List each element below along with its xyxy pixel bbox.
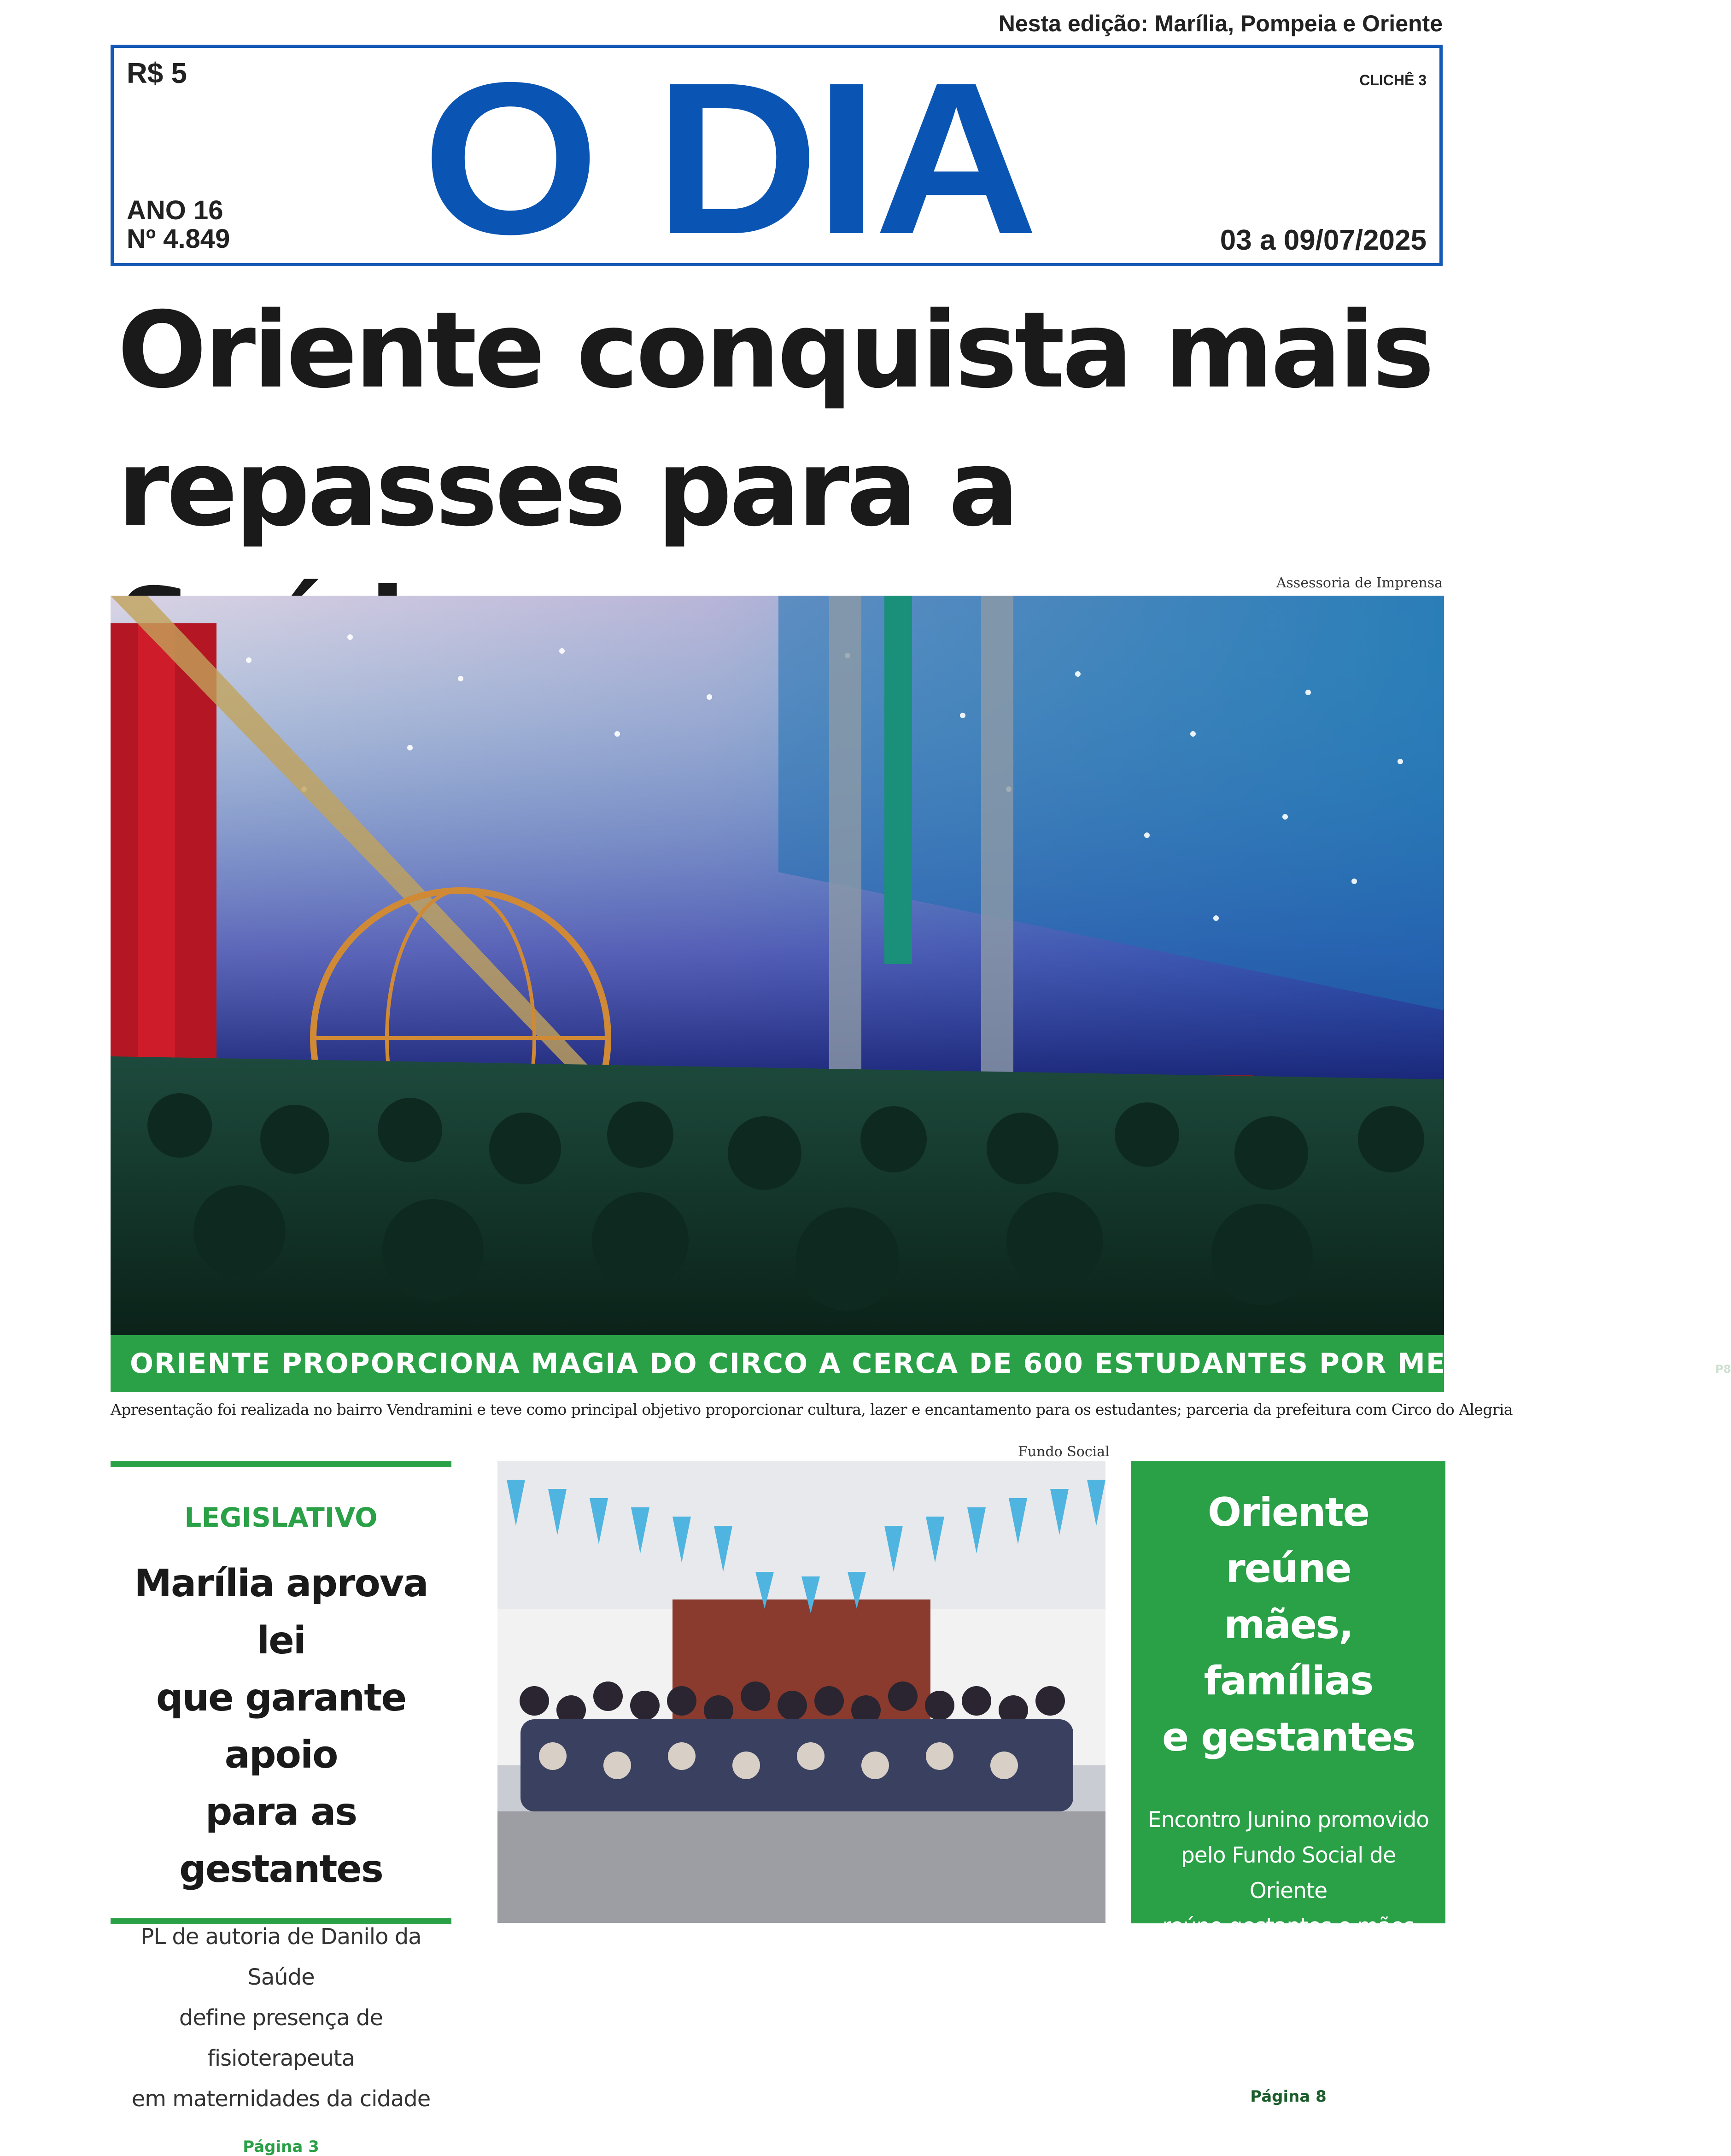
legislativo-page-ref: Página 3	[243, 2138, 319, 2156]
circus-photo	[111, 596, 1444, 1335]
festa-junina-photo-illustration	[497, 1461, 1105, 1923]
main-story-banner	[111, 1335, 1731, 1392]
banner-page-ref: P8	[1715, 1363, 1731, 1376]
legislativo-kicker: LEGISLATIVO	[184, 1502, 378, 1533]
festa-junina-photo	[497, 1461, 1105, 1923]
fundo-social-story	[1131, 1461, 1445, 2106]
banner-text: ORIENTE PROPORCIONA MAGIA DO CIRCO A CERCA DE 600 ESTUDANTES POR MEIO DE PARCERIA	[130, 1348, 1706, 1380]
price: R$ 5	[127, 58, 187, 89]
legislativo-lede-line-1: PL de autoria de Danilo da Saúde	[140, 1924, 421, 1990]
fundo-social-lede-line-5: celebração com familiares	[1151, 2020, 1426, 2045]
circus-photo-illustration	[111, 596, 1444, 1335]
cliche-label: CLICHÊ 3	[1359, 72, 1427, 88]
fundo-social-title-line-3: e gestantes	[1162, 1714, 1415, 1760]
issue-year: ANO 16	[127, 195, 223, 225]
main-photo-caption: Apresentação foi realizada no bairro Vendramini e teve como principal objetivo proporcionar cultura, lazer e encantamento para os estudantes; parceria da prefeitura com Circo do Alegria	[111, 1400, 1513, 1418]
headline-line-1: Oriente conquista mais	[117, 289, 1432, 411]
legislativo-title-line-3: para as gestantes	[179, 1790, 383, 1891]
legislativo-story	[111, 1461, 451, 2156]
fundo-social-title-line-2: mães, famílias	[1204, 1602, 1373, 1704]
newspaper-logo: O DIA	[422, 37, 1035, 279]
issue-date: 03 a 09/07/2025	[1220, 224, 1427, 256]
issue-info	[127, 196, 230, 253]
legislativo-lede-line-3: em maternidades da cidade	[131, 2086, 431, 2112]
fundo-social-title-line-1: Oriente reúne	[1208, 1489, 1369, 1592]
issue-number: Nº 4.849	[127, 224, 230, 254]
fundo-social-page-ref: Página 8	[1250, 2087, 1327, 2106]
fundo-social-lede-line-1: Encontro Junino promovido	[1147, 1807, 1429, 1833]
legislativo-title-line-2: que garante apoio	[156, 1676, 406, 1777]
legislativo-lede-line-2: define presença de fisioterapeuta	[179, 2005, 383, 2071]
fundo-social-lede	[1140, 1802, 1436, 2051]
headline-line-2-text: repasses para a	[117, 427, 1017, 550]
fundo-social-lede-line-4: momento de acolhimento e	[1144, 1985, 1433, 2010]
fundo-social-lede-line-2: pelo Fundo Social de Oriente	[1181, 1843, 1396, 1904]
edition-line: Nesta edição: Marília, Pompeia e Oriente	[998, 11, 1443, 36]
legislativo-lede	[111, 1916, 451, 2119]
masthead	[111, 37, 1443, 279]
fundo-social-photo-credit: Fundo Social	[1018, 1444, 1110, 1460]
fundo-social-lede-line-3: reúne gestantes e mães para	[1162, 1914, 1415, 1974]
main-photo-credit: Assessoria de Imprensa	[1276, 575, 1443, 591]
fundo-social-title	[1140, 1484, 1436, 1765]
legislativo-title-line-1: Marília aprova lei	[134, 1562, 428, 1663]
legislativo-title	[111, 1555, 451, 1898]
